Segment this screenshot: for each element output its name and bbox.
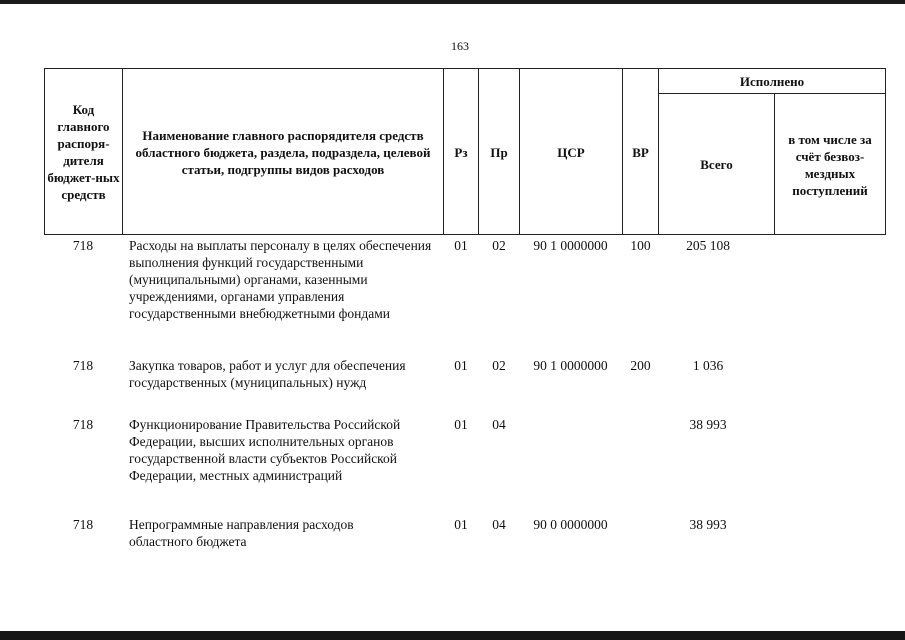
header-total: Всего [700, 157, 733, 172]
row-pr: 02 [492, 238, 506, 253]
row-total: 38 993 [689, 517, 727, 532]
row-pr: 04 [492, 517, 506, 532]
header-code: Код главного распоря-дителя бюджет-ных средств [47, 102, 120, 202]
row-rz: 01 [454, 238, 468, 253]
row-code: 718 [72, 238, 94, 253]
row-name: Закупка товаров, работ и услуг для обеспечения государственных (муниципальных) нужд [129, 358, 406, 390]
row-total: 205 108 [686, 238, 730, 253]
header-vr: ВР [632, 144, 649, 160]
row-code: 718 [72, 517, 94, 532]
row-name: Функционирование Правительства Российской Федерации, высших исполнительных органов государственной власти субъектов Российской Федерации, местных администраций [129, 417, 401, 483]
row-csr: 90 0 0000000 [533, 517, 608, 532]
header-gratuitous: в том числе за счёт безвоз-мездных поступлений [788, 131, 872, 198]
executed-divider [658, 93, 886, 94]
row-rz: 01 [454, 517, 468, 532]
row-csr: 90 1 0000000 [533, 358, 608, 373]
row-total: 1 036 [692, 358, 724, 373]
column-divider [122, 68, 123, 235]
row-csr: 90 1 0000000 [533, 238, 608, 253]
page-number: 163 [451, 39, 469, 53]
column-divider [774, 93, 775, 235]
header-name: Наименование главного распорядителя средств областного бюджета, раздела, подраздела, целевой статьи, подгруппы видов расходов [135, 127, 431, 177]
scan-bottom-border [0, 631, 905, 640]
row-pr: 02 [492, 358, 506, 373]
scan-top-border [0, 0, 905, 4]
row-name: Расходы на выплаты персоналу в целях обеспечения выполнения функций государственными (муниципальными) органами, казенными учреждениями, органами управления государственными внебюджетными фондами [129, 238, 432, 321]
row-rz: 01 [454, 417, 468, 432]
header-pr: Пр [490, 144, 508, 160]
row-vr: 100 [630, 238, 651, 253]
row-vr: 200 [630, 358, 651, 373]
row-code: 718 [72, 417, 94, 432]
row-rz: 01 [454, 358, 468, 373]
row-code: 718 [72, 358, 94, 373]
header-rz: Рз [454, 144, 468, 160]
row-name: Непрограммные направления расходов областного бюджета [129, 517, 354, 549]
header-csr: ЦСР [557, 144, 585, 160]
header-executed: Исполнено [739, 74, 805, 89]
row-total: 38 993 [689, 417, 727, 432]
row-pr: 04 [492, 417, 506, 432]
